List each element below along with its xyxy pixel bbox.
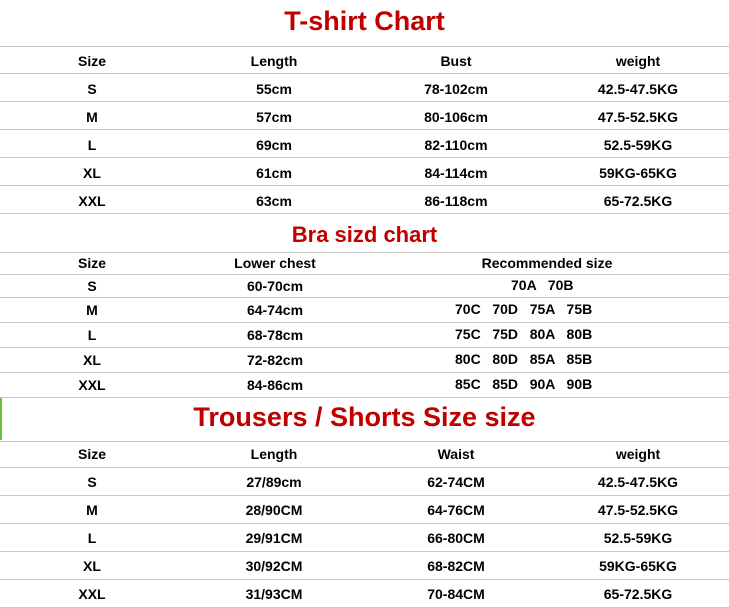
size-cell: L (87, 327, 97, 343)
bust-cell: 78-102cm (424, 81, 488, 97)
size-cell: S (87, 81, 97, 97)
size-cell: M (86, 302, 98, 318)
length-cell: 57cm (256, 109, 292, 125)
bust-cell: 84-114cm (424, 165, 488, 181)
trousers-header-size: Size (77, 446, 107, 462)
length-cell: 30/92CM (245, 558, 303, 574)
tshirt-header-bust: Bust (440, 53, 472, 69)
size-cell: S (87, 278, 97, 294)
chest-cell: 72-82cm (246, 352, 304, 368)
length-cell: 27/89cm (246, 474, 302, 490)
length-cell: 29/91CM (245, 530, 303, 546)
trousers-header-waist: Waist (437, 446, 475, 462)
weight-cell: 52.5-59KG (603, 530, 673, 546)
waist-cell: 64-76CM (427, 502, 485, 518)
bra-header-recommended: Recommended size (481, 255, 613, 271)
waist-cell: 62-74CM (427, 474, 485, 490)
waist-cell: 70-84CM (427, 586, 485, 602)
waist-cell: 66-80CM (427, 530, 485, 546)
trousers-header-length: Length (250, 446, 298, 462)
chest-cell: 84-86cm (246, 377, 304, 393)
size-cell: XXL (78, 586, 106, 602)
length-cell: 69cm (256, 137, 292, 153)
size-cell: M (86, 502, 98, 518)
weight-cell: 42.5-47.5KG (597, 81, 679, 97)
size-cell: XL (83, 352, 101, 368)
length-cell: 55cm (256, 81, 292, 97)
recommended-cell: 80C 80D 85A 85B (455, 351, 593, 367)
size-cell: S (87, 474, 97, 490)
weight-cell: 47.5-52.5KG (597, 109, 679, 125)
bra-header-size: Size (77, 255, 107, 271)
tshirt-header-size: Size (77, 53, 107, 69)
bust-cell: 80-106cm (424, 109, 488, 125)
recommended-cell: 70A 70B (511, 277, 574, 293)
trousers-title: Trousers / Shorts Size size (193, 402, 536, 432)
tshirt-title: T-shirt Chart (284, 6, 445, 36)
recommended-cell: 70C 70D 75A 75B (455, 301, 593, 317)
weight-cell: 59KG-65KG (599, 558, 677, 574)
weight-cell: 65-72.5KG (603, 193, 673, 209)
weight-cell: 42.5-47.5KG (597, 474, 679, 490)
length-cell: 31/93CM (245, 586, 303, 602)
waist-cell: 68-82CM (427, 558, 485, 574)
size-cell: L (87, 530, 97, 546)
tshirt-header-length: Length (250, 53, 298, 69)
chest-cell: 68-78cm (246, 327, 304, 343)
length-cell: 63cm (256, 193, 292, 209)
weight-cell: 59KG-65KG (599, 165, 677, 181)
size-cell: M (86, 109, 98, 125)
length-cell: 28/90CM (245, 502, 303, 518)
size-cell: XXL (78, 377, 106, 393)
chest-cell: 60-70cm (246, 278, 304, 294)
weight-cell: 65-72.5KG (603, 586, 673, 602)
size-cell: XL (83, 165, 101, 181)
bra-title: Bra sizd chart (291, 222, 438, 247)
recommended-cell: 75C 75D 80A 80B (455, 326, 593, 342)
bust-cell: 82-110cm (424, 137, 488, 153)
bust-cell: 86-118cm (424, 193, 488, 209)
recommended-cell: 85C 85D 90A 90B (455, 376, 593, 392)
length-cell: 61cm (256, 165, 292, 181)
size-cell: XL (83, 558, 101, 574)
tshirt-header-weight: weight (615, 53, 661, 69)
size-cell: XXL (78, 193, 106, 209)
trousers-header-weight: weight (615, 446, 661, 462)
weight-cell: 47.5-52.5KG (597, 502, 679, 518)
size-cell: L (87, 137, 97, 153)
bra-header-lower-chest: Lower chest (234, 255, 316, 271)
chest-cell: 64-74cm (246, 302, 304, 318)
weight-cell: 52.5-59KG (603, 137, 673, 153)
